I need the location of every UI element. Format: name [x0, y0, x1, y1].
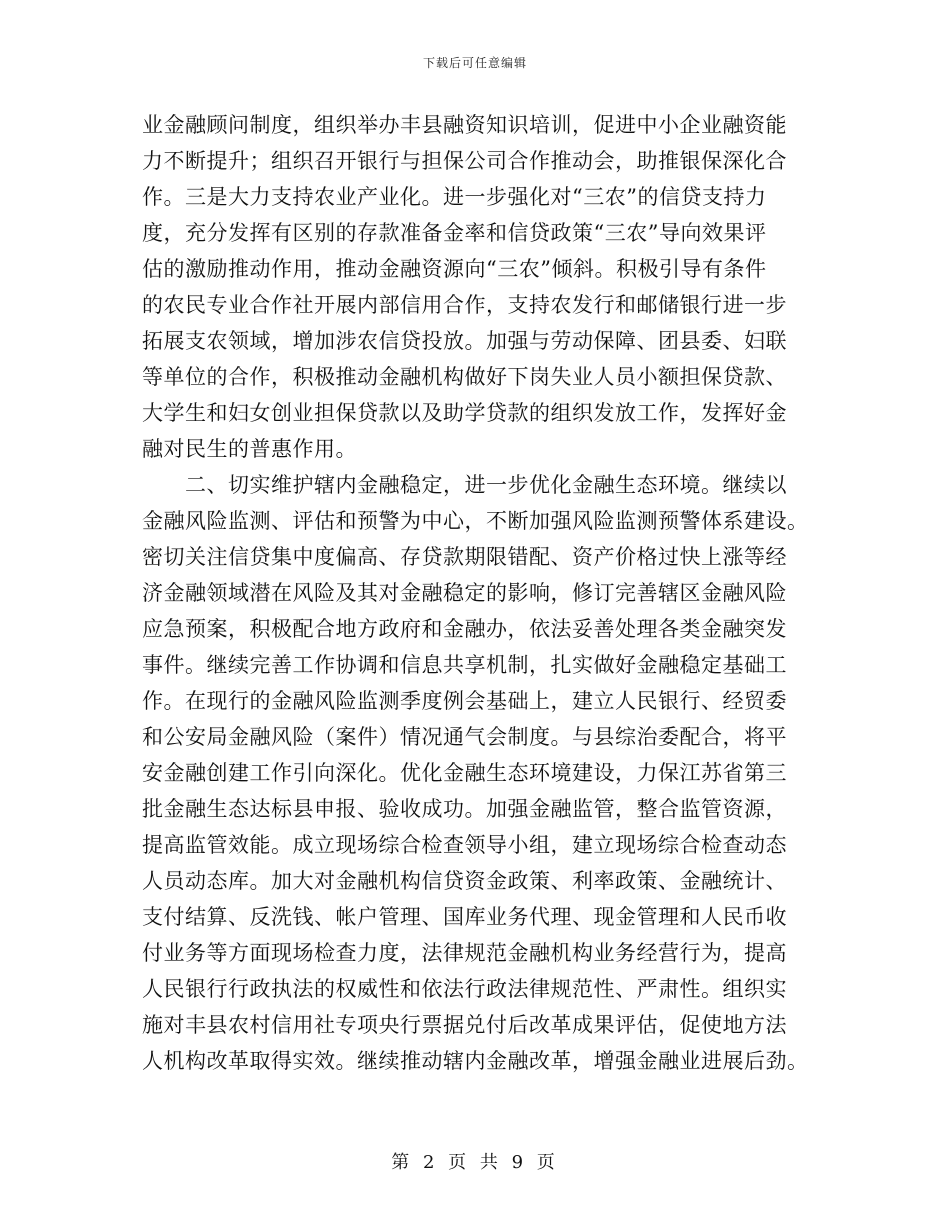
body-line: 批金融生态达标县申报、验收成功。加强金融监管，整合监管资源， [142, 797, 787, 821]
body-line: 安金融创建工作引向深化。优化金融生态环境建设，力保江苏省第三 [142, 761, 787, 785]
body-line: 人机构改革取得实效。继续推动辖内金融改革，增强金融业进展后劲。 [142, 1049, 809, 1073]
document-body [142, 107, 822, 1079]
body-line: 施对丰县农村信用社专项央行票据兑付后改革成果评估，促使地方法 [142, 1013, 787, 1037]
body-line: 人员动态库。加大对金融机构信贷资金政策、利率政策、金融统计、 [142, 869, 787, 893]
body-line: 度，充分发挥有区别的存款准备金率和信贷政策“三农”导向效果评 [142, 221, 767, 245]
body-line: 业金融顾问制度，组织举办丰县融资知识培训，促进中小企业融资能 [142, 113, 787, 137]
body-line: 的农民专业合作社开展内部信用合作，支持农发行和邮储银行进一步 [142, 293, 787, 317]
body-line: 作。在现行的金融风险监测季度例会基础上，建立人民银行、经贸委 [142, 689, 787, 713]
body-line: 二、切实维护辖内金融稳定，进一步优化金融生态环境。继续以 [142, 473, 787, 497]
page-number-footer: 第 2 页 共 9 页 [391, 1152, 559, 1173]
body-line: 人民银行行政执法的权威性和依法行政法律规范性、严肃性。组织实 [142, 977, 787, 1001]
body-line: 济金融领域潜在风险及其对金融稳定的影响，修订完善辖区金融风险 [142, 581, 787, 605]
page-header: 下载后可任意编辑 [422, 56, 527, 70]
body-line: 作。三是大力支持农业产业化。进一步强化对“三农”的信贷支持力 [142, 185, 767, 209]
body-line: 事件。继续完善工作协调和信息共享机制，扎实做好金融稳定基础工 [142, 653, 787, 677]
body-line: 付业务等方面现场检查力度，法律规范金融机构业务经营行为，提高 [142, 941, 787, 965]
body-line: 力不断提升；组织召开银行与担保公司合作推动会，助推银保深化合 [142, 149, 787, 173]
body-line: 支付结算、反洗钱、帐户管理、国库业务代理、现金管理和人民币收 [142, 905, 787, 929]
body-line: 和公安局金融风险（案件）情况通气会制度。与县综治委配合，将平 [142, 725, 787, 749]
body-line: 提高监管效能。成立现场综合检查领导小组，建立现场综合检查动态 [142, 833, 787, 857]
body-line: 估的激励推动作用，推动金融资源向“三农”倾斜。积极引导有条件 [142, 257, 767, 281]
body-line: 应急预案，积极配合地方政府和金融办，依法妥善处理各类金融突发 [142, 617, 787, 641]
body-line: 等单位的合作，积极推动金融机构做好下岗失业人员小额担保贷款、 [142, 365, 787, 389]
body-line: 金融风险监测、评估和预警为中心，不断加强风险监测预警体系建设。 [142, 509, 809, 533]
body-line: 拓展支农领域，增加涉农信贷投放。加强与劳动保障、团县委、妇联 [142, 329, 787, 353]
body-line: 大学生和妇女创业担保贷款以及助学贷款的组织发放工作，发挥好金 [142, 401, 787, 425]
body-line: 融对民生的普惠作用。 [142, 437, 357, 461]
body-line: 密切关注信贷集中度偏高、存贷款期限错配、资产价格过快上涨等经 [142, 545, 787, 569]
